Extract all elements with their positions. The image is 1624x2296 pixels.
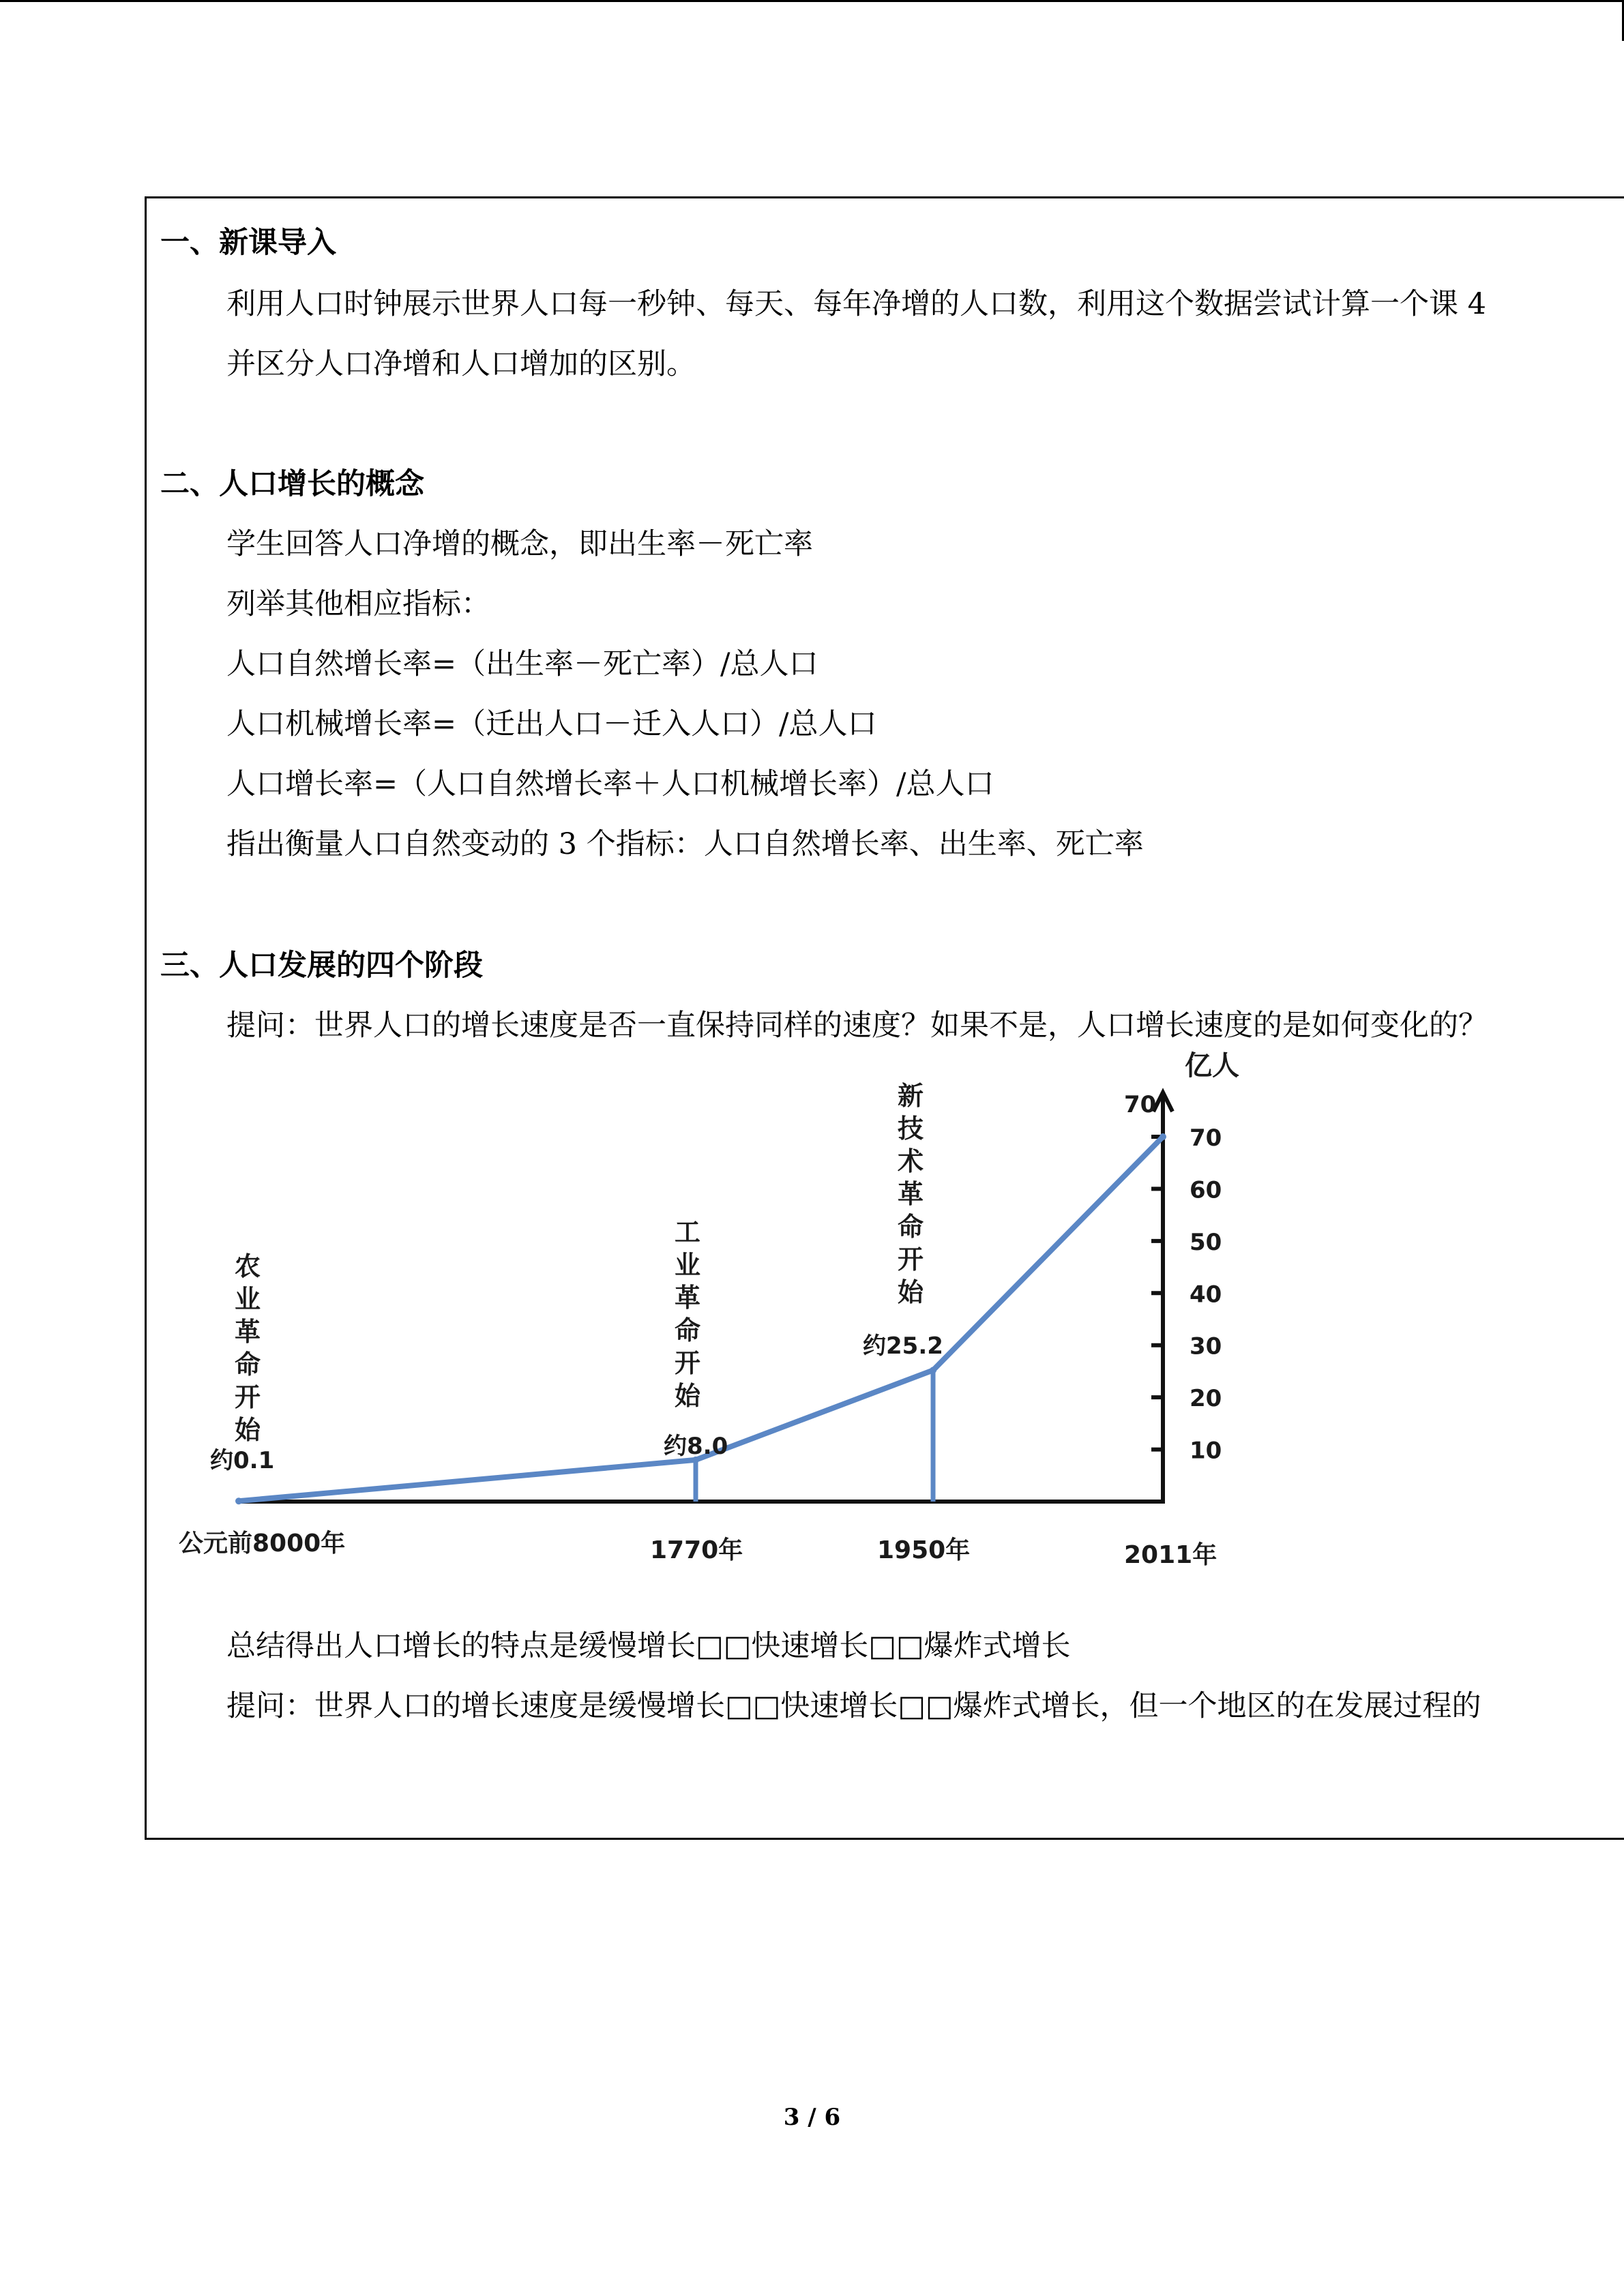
event-label-char: 开 <box>897 1244 924 1274</box>
event-label-char: 革 <box>234 1317 261 1347</box>
y-tick-label: 70 <box>1190 1124 1222 1152</box>
concept-line-2: 列举其他相应指标： <box>226 587 490 621</box>
event-label-char: 命 <box>674 1315 701 1345</box>
event-label-char: 始 <box>674 1381 701 1411</box>
event-label-char: 命 <box>234 1350 261 1380</box>
population-point <box>235 1497 242 1504</box>
concept-line-4: 人口机械增长率=（迁出人口－迁入人口）/总人口 <box>226 707 877 741</box>
section-heading-stages: 三、人口发展的四个阶段 <box>160 949 483 983</box>
event-label-char: 始 <box>897 1277 924 1307</box>
y-tick-label: 50 <box>1190 1228 1222 1256</box>
event-value-label: 约8.0 <box>664 1433 728 1460</box>
event-label-char: 革 <box>897 1179 924 1209</box>
page-number: 3 / 6 <box>783 2104 841 2131</box>
event-label-char: 农 <box>234 1251 261 1281</box>
y-tick-label: 60 <box>1190 1176 1222 1204</box>
y-tick-label: 10 <box>1190 1437 1222 1465</box>
concept-line-5: 人口增长率=（人口自然增长率＋人口机械增长率）/总人口 <box>226 767 994 801</box>
event-label-char: 技 <box>897 1114 924 1144</box>
stages-question-line-2: 提问：世界人口的增长速度是缓慢增长□□快速增长□□爆炸式增长，但一个地区的在发展过程的 <box>226 1689 1481 1723</box>
y-tick-label: 40 <box>1190 1281 1222 1309</box>
event-label-char: 业 <box>674 1250 701 1280</box>
stages-question-line: 提问：世界人口的增长速度是否一直保持同样的速度？如果不是，人口增长速度的是如何变化的？ <box>226 1009 1488 1043</box>
y-tick-label: 20 <box>1190 1385 1222 1413</box>
page-top-border <box>0 0 1624 2</box>
event-label-char: 术 <box>897 1146 924 1176</box>
x-tick-label: 1770年 <box>650 1536 743 1564</box>
x-tick-label: 2011年 <box>1124 1541 1217 1569</box>
event-label-char: 始 <box>234 1415 261 1445</box>
y-top-value-label: 70 <box>1124 1091 1157 1118</box>
intro-line-1: 利用人口时钟展示世界人口每一秒钟、每天、每年净增的人口数，利用这个数据尝试计算一个课 4 <box>226 287 1487 321</box>
concept-line-3: 人口自然增长率=（出生率－死亡率）/总人口 <box>226 647 818 681</box>
population-point <box>1160 1133 1166 1140</box>
y-tick-label: 30 <box>1190 1332 1222 1360</box>
section-heading-concept: 二、人口增长的概念 <box>160 467 424 501</box>
event-value-label: 约0.1 <box>210 1447 275 1474</box>
concept-line-6: 指出衡量人口自然变动的 3 个指标：人口自然增长率、出生率、死亡率 <box>226 827 1144 861</box>
concept-line-1: 学生回答人口净增的概念，即出生率－死亡率 <box>226 527 813 561</box>
event-label-char: 业 <box>234 1284 261 1314</box>
stages-summary-line: 总结得出人口增长的特点是缓慢增长□□快速增长□□爆炸式增长 <box>226 1629 1071 1663</box>
population-growth-chart <box>157 1043 1262 1589</box>
y-axis-unit-label: 亿人 <box>1185 1050 1239 1082</box>
event-label-char: 革 <box>674 1283 701 1313</box>
section-heading-intro: 一、新课导入 <box>160 226 336 260</box>
event-label-char: 新 <box>897 1081 924 1111</box>
event-label-char: 命 <box>897 1212 924 1242</box>
x-tick-label: 公元前8000年 <box>179 1530 346 1557</box>
event-label-char: 开 <box>234 1382 261 1412</box>
x-tick-label: 1950年 <box>877 1536 971 1564</box>
event-label-char: 工 <box>674 1217 701 1247</box>
event-label-char: 开 <box>674 1348 701 1378</box>
event-value-label: 约25.2 <box>863 1332 943 1360</box>
intro-line-2: 并区分人口净增和人口增加的区别。 <box>226 347 696 381</box>
